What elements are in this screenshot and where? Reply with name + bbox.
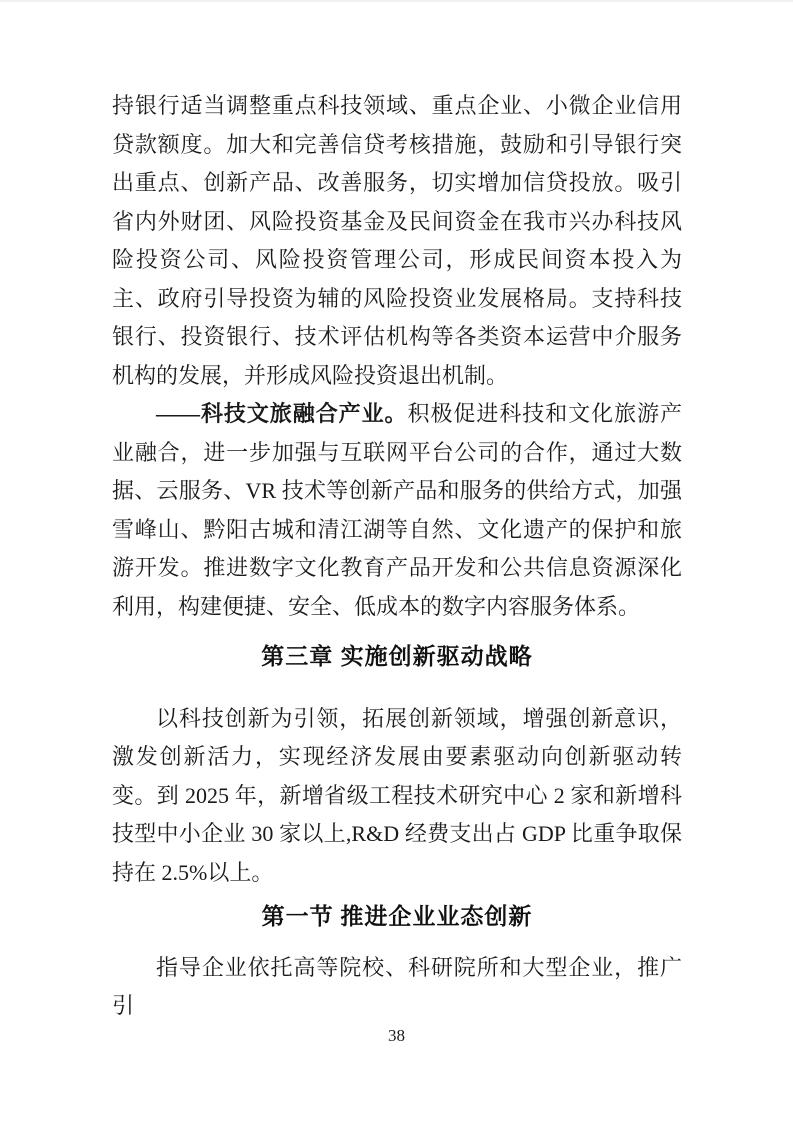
body-paragraph-guide-enterprises: 指导企业依托高等院校、科研院所和大型企业，推广引 [112,954,682,1018]
page-number: 38 [388,1026,405,1045]
body-paragraph-innovation-goals: 以科技创新为引领，拓展创新领域，增强创新意识，激发创新活力，实现经济发展由要素驱动向创新驱动转变。到 2025 年，新增省级工程技术研究中心 2 家和新增科技型中小企业 30 家以上,R&D 经费支出占 GDP 比重争取保持在 2.5%以上。 [112,705,682,885]
chapter-heading-innovation-strategy: 第三章 实施创新驱动战略 [261,643,533,669]
section-heading-enterprise-innovation: 第一节 推进企业业态创新 [261,904,533,929]
bold-lead-tech-culture-tourism-industry: ——科技文旅融合产业。 [156,401,408,426]
body-paragraph-venture-capital: 持银行适当调整重点科技领域、重点企业、小微企业信用贷款额度。加大和完善信贷考核措施，鼓励和引导银行突出重点、创新产品、改善服务，切实增加信贷投放。吸引省内外财团、风险投资基金及民间资金在我市兴办科技风险投资公司、风险投资管理公司，形成民间资本投入为主、政府引导投资为辅的风险投资业发展格局。支持科技银行、投资银行、技术评估机构等各类资本运营中介服务机构的发展，并形成风险投资退出机制。 [112,93,682,388]
body-paragraph-tech-culture-tourism-text: 积极促进科技和文化旅游产业融合，进一步加强与互联网平台公司的合作，通过大数据、云服务、VR 技术等创新产品和服务的供给方式，加强雪峰山、黔阳古城和清江湖等自然、文化遗产的保护和旅游开发。推进数字文化教育产品开发和公共信息资源深化利用，构建便捷、安全、低成本的数字内容服务体系。 [112,401,682,619]
body-paragraph-tech-culture-tourism [112,395,682,626]
page-content [112,87,682,1026]
